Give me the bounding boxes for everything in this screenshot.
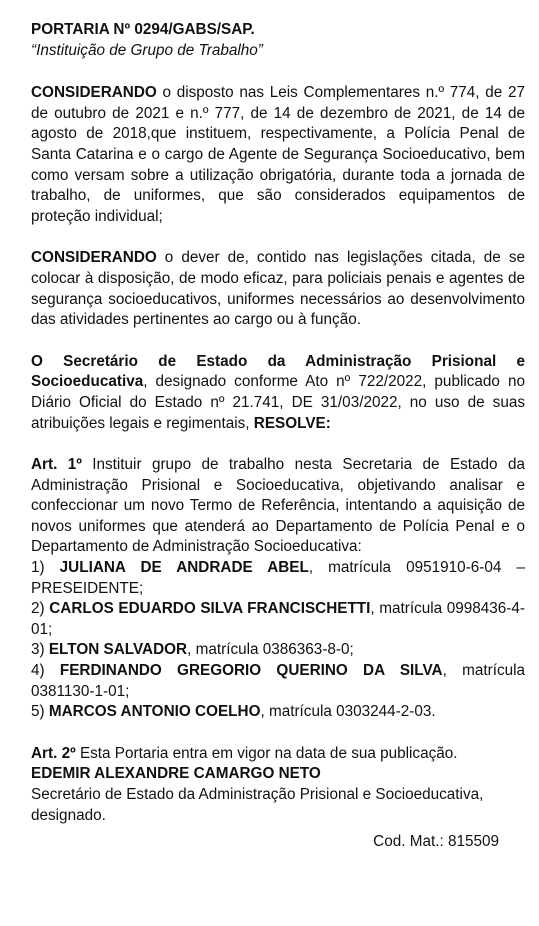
art1-lead: Art. 1º <box>31 456 82 474</box>
art1-text: Instituir grupo de trabalho nesta Secretaria de Estado da Administração Prisional e Socioeducativa, objetivando analisar e confeccionar um novo Termo de Referência, intentando a aquisição de novos uniformes que atenderá ao Departamento de Polícia Penal e o Departamento de Administração Socioeducativa: <box>31 456 525 556</box>
list-item <box>31 599 525 640</box>
list-item <box>31 661 525 702</box>
considerando-text-1: o disposto nas Leis Complementares n.º 774, de 27 de outubro de 2021 e n.º 777, de 14 de dezembro de 2021, de 14 de agosto de 2018,que instituem, respectivamente, a Polícia Penal de Santa Catarina e o cargo de Agente de Segurança Socioeducativo, bem como versam sobre a utilização obrigatória, durante toda a jornada de trabalho, de uniformes, que são considerados equipamentos de proteção individual; <box>31 84 525 225</box>
member-num: 1) <box>31 559 60 577</box>
considerando-paragraph-1 <box>31 83 525 227</box>
member-name: CARLOS EDUARDO SILVA FRANCISCHETTI <box>49 600 371 618</box>
secretario-paragraph <box>31 352 525 434</box>
member-num: 5) <box>31 703 49 721</box>
art1-paragraph <box>31 455 525 558</box>
member-rest: , matrícula 0951910-6-04 – PRESEIDENTE; <box>31 559 525 597</box>
considerando-text-2: o dever de, contido nas legislações citada, de se colocar à disposição, de modo eficaz, para policiais penais e agentes de segurança socioeducativos, uniformes necessários ao desenvolvimento das atividades pertinentes ao cargo ou à função. <box>31 249 525 329</box>
signatory-role: Secretário de Estado da Administração Prisional e Socioeducativa, designado. <box>31 786 484 824</box>
member-name: ELTON SALVADOR <box>48 641 188 659</box>
member-num: 2) <box>31 600 50 618</box>
member-name: FERDINANDO GREGORIO QUERINO DA SILVA <box>59 662 443 680</box>
art2-lead: Art. 2º <box>31 744 76 762</box>
members-list <box>31 558 525 723</box>
member-rest: , matrícula 0386363-8-0; <box>187 641 354 659</box>
art2-paragraph <box>31 744 525 765</box>
considerando-paragraph-2 <box>31 248 525 330</box>
secretario-lead: O Secretário de Estado da Administração Prisional e Socioeducativa <box>31 352 525 391</box>
list-item <box>31 702 525 723</box>
document-subtitle: “Instituição de Grupo de Trabalho” <box>31 41 263 59</box>
member-rest: , matrícula 0381130-1-01; <box>31 662 526 700</box>
member-num: 4) <box>31 662 60 680</box>
list-item <box>31 640 525 661</box>
secretario-text: , designado conforme Ato nº 722/2022, publicado no Diário Oficial do Estado nº 21.741, DE 31/03/2022, no uso de suas atribuições legais e regimentais, <box>31 373 525 432</box>
document-title: PORTARIA Nº 0294/GABS/SAP. <box>31 21 255 38</box>
signatory-name: EDEMIR ALEXANDRE CAMARGO NETO <box>31 765 321 783</box>
list-item <box>31 558 525 599</box>
member-name: MARCOS ANTONIO COELHO <box>48 703 261 721</box>
member-rest: , matrícula 0998436-4-01; <box>31 600 526 638</box>
art2-text: Esta Portaria entra em vigor na data de sua publicação. <box>75 744 458 762</box>
member-rest: , matrícula 0303244-2-03. <box>260 703 436 721</box>
considerando-lead-2: CONSIDERANDO <box>31 249 157 267</box>
cod-mat: Cod. Mat.: 815509 <box>373 833 499 851</box>
considerando-lead-1: CONSIDERANDO <box>31 84 157 102</box>
member-num: 3) <box>31 641 49 659</box>
resolve-label: RESOLVE: <box>253 414 331 432</box>
member-name: JULIANA DE ANDRADE ABEL <box>59 559 309 577</box>
